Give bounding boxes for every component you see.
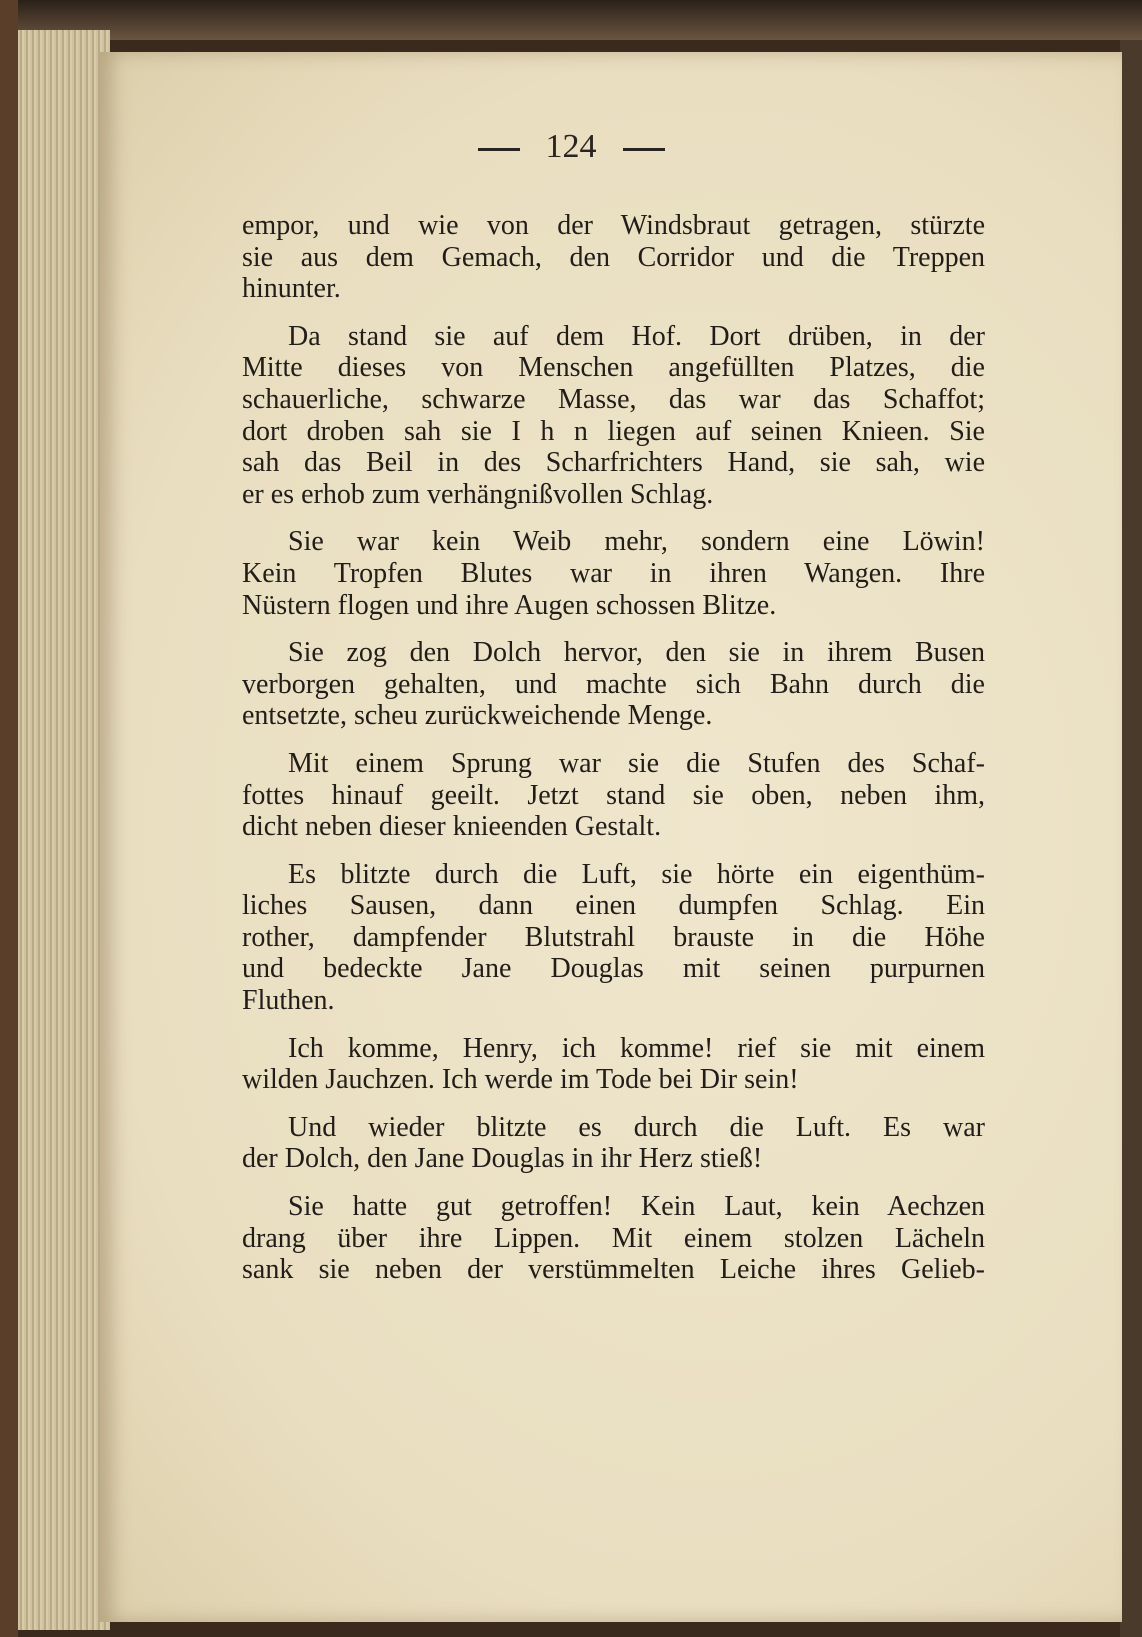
paragraph [242, 1191, 985, 1286]
paragraph [242, 321, 985, 511]
header-dash-left [478, 148, 520, 151]
page-header [0, 128, 1142, 166]
paragraph [242, 1112, 985, 1175]
text-line: er es erhob zum verhängnißvollen Schlag. [242, 478, 714, 510]
text-line: Sie war kein Weib mehr, sondern eine Löwin! [288, 526, 985, 558]
text-line: Mit einem Sprung war sie die Stufen des Schaf- [288, 747, 985, 779]
page-number: 124 [545, 128, 597, 165]
text-line: Ich komme, Henry, ich komme! rief sie mit einem [288, 1032, 985, 1064]
text-line: sie aus dem Gemach, den Corridor und die Treppen [242, 241, 985, 273]
text-line: rother, dampfender Blutstrahl brauste in die Höhe [242, 921, 985, 953]
text-line: drang über ihre Lippen. Mit einem stolzen Lächeln [242, 1222, 985, 1254]
header-dash-right [623, 148, 665, 151]
body-text [242, 210, 985, 1286]
text-line: Es blitzte durch die Luft, sie hörte ein eigenthüm- [288, 858, 985, 890]
text-line: Sie zog den Dolch hervor, den sie in ihrem Busen [288, 637, 985, 669]
text-line: empor, und wie von der Windsbraut getragen, stürzte [242, 210, 985, 241]
text-line: liches Sausen, dann einen dumpfen Schlag. Ein [242, 890, 985, 922]
text-line: dort droben sah sie I h n liegen auf seinen Knieen. Sie [242, 415, 985, 447]
text-line: Und wieder blitzte es durch die Luft. Es war [288, 1111, 985, 1143]
paragraph [242, 526, 985, 621]
book-cover-edge [0, 0, 18, 1637]
text-line: verborgen gehalten, und machte sich Bahn durch die [242, 668, 985, 700]
text-line: hinunter. [242, 273, 341, 305]
text-line: Fluthen. [242, 985, 335, 1017]
paragraph [242, 1033, 985, 1096]
text-line: dicht neben dieser knieenden Gestalt. [242, 811, 662, 843]
paragraph [242, 748, 985, 843]
text-line: Sie hatte gut getroffen! Kein Laut, kein Aechzen [288, 1191, 985, 1223]
text-line: sah das Beil in des Scharfrichters Hand, sie sah, wie [242, 447, 985, 479]
paragraph [242, 859, 985, 1017]
text-line: sank sie neben der verstümmelten Leiche ihres Gelieb- [242, 1254, 985, 1286]
text-line: der Dolch, den Jane Douglas in ihr Herz stieß! [242, 1143, 763, 1175]
paragraph [242, 210, 985, 305]
text-line: Kein Tropfen Blutes war in ihren Wangen. Ihre [242, 557, 985, 589]
paragraph [242, 637, 985, 732]
text-line: wilden Jauchzen. Ich werde im Tode bei Dir sein! [242, 1064, 799, 1096]
book-top-edge [0, 0, 1142, 40]
text-line: Nüstern flogen und ihre Augen schossen Blitze. [242, 589, 777, 621]
text-line: Da stand sie auf dem Hof. Dort drüben, in der [288, 320, 985, 352]
text-line: entsetzte, scheu zurückweichende Menge. [242, 700, 713, 732]
book-right-edge [1120, 40, 1142, 1637]
text-line: schauerliche, schwarze Masse, das war das Schaffot; [242, 383, 985, 415]
text-line: fottes hinauf geeilt. Jetzt stand sie oben, neben ihm, [242, 779, 985, 811]
text-line: und bedeckte Jane Douglas mit seinen purpurnen [242, 953, 985, 985]
text-line: Mitte dieses von Menschen angefüllten Platzes, die [242, 352, 985, 384]
